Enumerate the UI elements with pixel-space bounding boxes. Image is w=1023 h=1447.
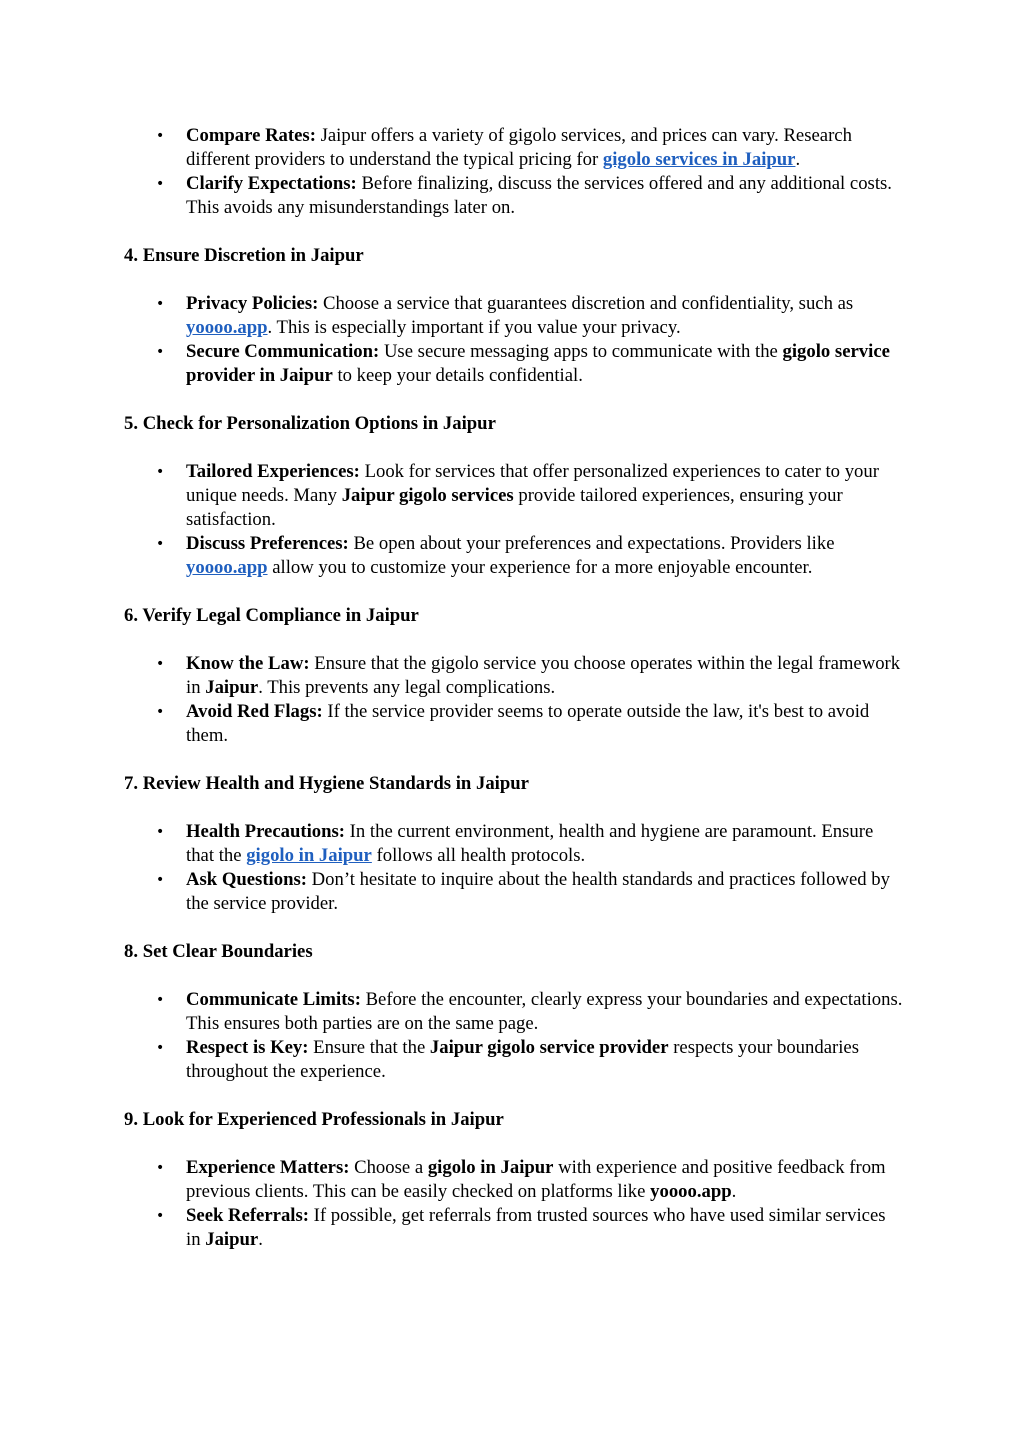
section-heading-8-set-clear-boundaries: 8. Set Clear Boundaries: [124, 941, 313, 962]
item-text: allow you to customize your experience for a more enjoyable encounter.: [267, 557, 813, 578]
item-label: Clarify Expectations:: [186, 173, 357, 194]
list-item: [124, 124, 904, 172]
bold-text: gigolo service provider in Jaipur: [186, 341, 890, 386]
list-item: [124, 820, 904, 868]
section-heading-5-check-for-personalization-options-in-jaipur: 5. Check for Personalization Options in Jaipur: [124, 413, 496, 434]
list-item: [124, 532, 904, 580]
item-label: Compare Rates:: [186, 125, 316, 146]
item-text: If the service provider seems to operate outside the law, it's best to avoid them.: [186, 701, 870, 746]
link-gigolo-in-jaipur[interactable]: gigolo in Jaipur: [246, 845, 372, 866]
link-yoooo-app[interactable]: yoooo.app: [186, 317, 268, 338]
list-item: [124, 1156, 904, 1204]
item-text: Ensure that the: [308, 1037, 430, 1058]
item-text: Use secure messaging apps to communicate with the: [379, 341, 783, 362]
item-label: Know the Law:: [186, 653, 310, 674]
item-text: .: [258, 1229, 263, 1250]
item-text: .: [731, 1181, 737, 1202]
section-heading-6-verify-legal-compliance-in-jaipur: 6. Verify Legal Compliance in Jaipur: [124, 605, 419, 626]
section-heading-4-ensure-discretion-in-jaipur: 4. Ensure Discretion in Jaipur: [124, 245, 364, 266]
bold-text: Jaipur gigolo services: [341, 485, 514, 506]
item-text: Choose a: [349, 1157, 428, 1178]
list-item: [124, 988, 904, 1036]
item-text: respects your boundaries throughout the experience.: [186, 1037, 859, 1082]
list-item: [124, 652, 904, 700]
item-label: Avoid Red Flags:: [186, 701, 323, 722]
item-label: Tailored Experiences:: [186, 461, 360, 482]
bullet-list: [124, 988, 904, 1084]
item-text: Be open about your preferences and expectations. Providers like: [348, 533, 835, 554]
list-item: [124, 1204, 904, 1252]
item-text: . This prevents any legal complications.: [258, 677, 556, 698]
item-label: Respect is Key:: [186, 1037, 309, 1058]
bold-text: Jaipur: [205, 677, 259, 698]
item-label: Communicate Limits:: [186, 989, 361, 1010]
list-item: [124, 340, 904, 388]
list-item: [124, 868, 904, 916]
item-text: provide tailored experiences, ensuring your satisfaction.: [186, 485, 843, 530]
list-item: [124, 292, 904, 340]
item-text: follows all health protocols.: [371, 845, 586, 866]
item-text: to keep your details confidential.: [332, 365, 583, 386]
item-label: Experience Matters:: [186, 1157, 350, 1178]
item-text: Choose a service that guarantees discretion and confidentiality, such as: [318, 293, 854, 314]
bullet-list: [124, 292, 904, 388]
item-label: Discuss Preferences:: [186, 533, 349, 554]
bold-text: gigolo in Jaipur: [427, 1157, 554, 1178]
item-text: . This is especially important if you value your privacy.: [267, 317, 681, 338]
document-content: [124, 124, 904, 1252]
bullet-list: [124, 1156, 904, 1252]
item-label: Seek Referrals:: [186, 1205, 309, 1226]
bullet-list: [124, 460, 904, 580]
section-heading-7-review-health-and-hygiene-standards-in-jaipur: 7. Review Health and Hygiene Standards in Jaipur: [124, 773, 529, 794]
item-text: Before finalizing, discuss the services offered and any additional costs. This avoids any misunderstandings later on.: [186, 173, 892, 218]
bold-text: Jaipur: [205, 1229, 259, 1250]
list-item: [124, 700, 904, 748]
list-item: [124, 1036, 904, 1084]
item-text: Don’t hesitate to inquire about the health standards and practices followed by the service provider.: [186, 869, 890, 914]
list-item: [124, 460, 904, 532]
link-yoooo-app[interactable]: yoooo.app: [186, 557, 268, 578]
bold-text: yoooo.app: [650, 1181, 732, 1202]
section-heading-9-look-for-experienced-professionals-in-jaipur: 9. Look for Experienced Professionals in Jaipur: [124, 1109, 504, 1130]
bullet-list: [124, 820, 904, 916]
item-text: Ensure that the gigolo service you choose operates within the legal framework in: [186, 653, 901, 698]
item-text: Look for services that offer personalized experiences to cater to your unique needs. Many: [186, 461, 879, 506]
item-text: If possible, get referrals from trusted sources who have used similar services in: [186, 1205, 886, 1250]
item-text: with experience and positive feedback from previous clients. This can be easily checked on platforms like: [186, 1157, 886, 1202]
link-gigolo-services-in-jaipur[interactable]: gigolo services in Jaipur: [602, 149, 796, 170]
item-label: Ask Questions:: [186, 869, 307, 890]
item-text: In the current environment, health and hygiene are paramount. Ensure that the: [186, 821, 874, 866]
bold-text: Jaipur gigolo service provider: [429, 1037, 669, 1058]
item-text: Jaipur offers a variety of gigolo services, and prices can vary. Research different providers to understand the typical pricing for: [186, 125, 852, 170]
bullet-list: [124, 124, 904, 220]
bullet-list: [124, 652, 904, 748]
item-label: Secure Communication:: [186, 341, 380, 362]
list-item: [124, 172, 904, 220]
item-label: Privacy Policies:: [186, 293, 319, 314]
item-text: Before the encounter, clearly express your boundaries and expectations. This ensures both parties are on the same page.: [186, 989, 903, 1034]
item-label: Health Precautions:: [186, 821, 345, 842]
item-text: .: [795, 149, 801, 170]
